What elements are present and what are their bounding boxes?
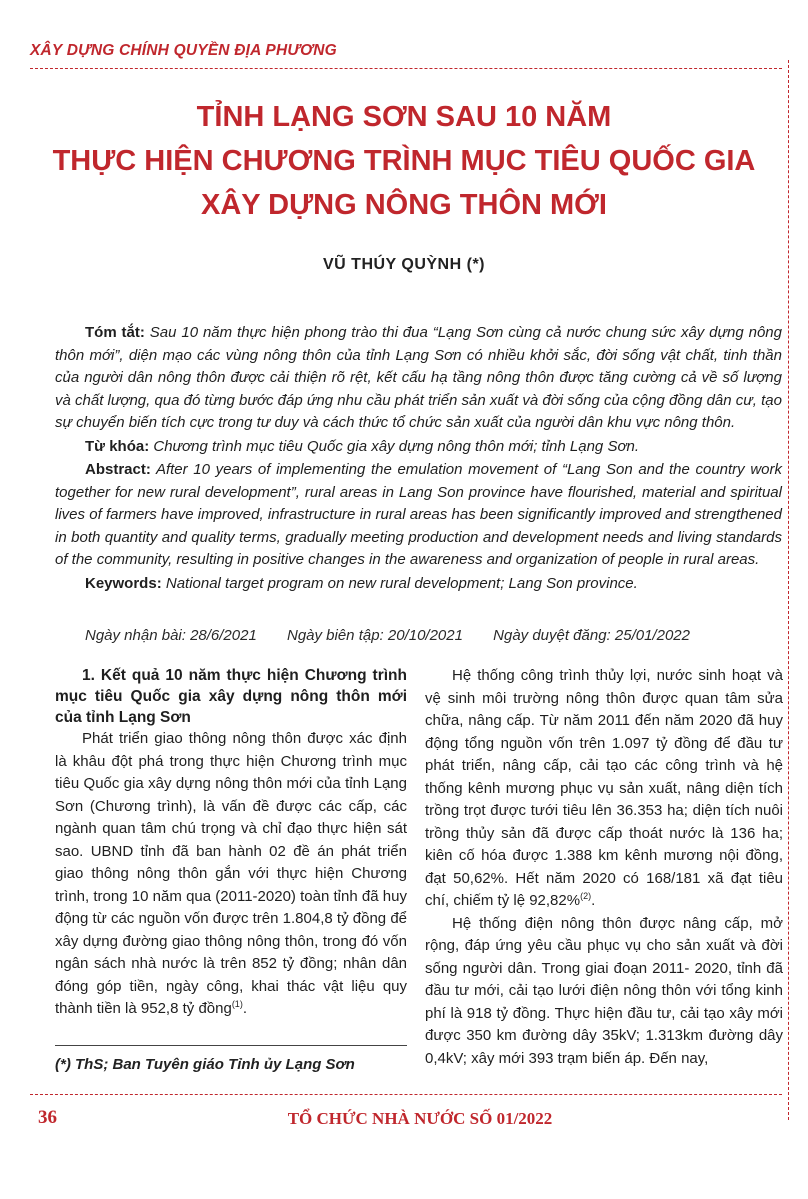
body-paragraph	[425, 913, 783, 1071]
footer-rule	[30, 1094, 782, 1096]
journal-title: TỔ CHỨC NHÀ NƯỚC SỐ 01/2022	[287, 1109, 553, 1128]
footnote-ref: (1)	[231, 999, 243, 1009]
footnote-rule	[55, 1045, 407, 1046]
body-paragraph	[425, 665, 783, 913]
abstract-en-label: Abstract:	[85, 461, 151, 478]
summary-text: Sau 10 năm thực hiện phong trào thi đua “Lạng Sơn cùng cả nước chung sức xây dựng nông thôn mới”, diện mạo các vùng nông thôn của tỉnh Lạng Sơn có nhiều khởi sắc, đời sống vật chất, tinh thần của người dân nông thôn được cải thiện rõ rệt, kết cấu hạ tầng nông thôn được tăng cường cả về số lượng và chất lượng, qua đó từng bước đáp ứng nhu cầu phát triển sản xuất và đời sống của cộng đồng dân cư, tạo sự chuyển biến tích cực trong tư duy và cách thức tổ chức sản xuất của người dân khu vực nông thôn.	[55, 324, 782, 431]
body-column-right	[425, 665, 783, 1070]
abstract-block	[55, 322, 782, 596]
summary-label: Tóm tắt:	[85, 324, 145, 341]
title-line-3: XÂY DỰNG NÔNG THÔN MỚI	[201, 189, 607, 221]
date-received: Ngày nhận bài: 28/6/2021	[85, 627, 257, 644]
header-rule	[30, 68, 782, 70]
keywords-vi-text: Chương trình mục tiêu Quốc gia xây dựng nông thôn mới; tỉnh Lạng Sơn.	[149, 437, 640, 455]
keywords-en-text: National target program on new rural development; Lang Son province.	[161, 574, 638, 592]
keywords-vi	[55, 436, 782, 459]
date-edited: Ngày biên tập: 20/10/2021	[286, 627, 463, 644]
title-line-2: THỰC HIỆN CHƯƠNG TRÌNH MỤC TIÊU QUỐC GIA	[52, 145, 756, 177]
date-approved: Ngày duyệt đăng: 25/01/2022	[493, 627, 690, 644]
article-dates	[85, 627, 785, 644]
abstract-en	[55, 459, 782, 572]
page-number: 36	[38, 1107, 57, 1128]
paragraph-text: Hệ thống điện nông thôn được nâng cấp, mở rộng, đáp ứng yêu cầu phục vụ cho sản xuất và đời sống người dân. Trong giai đoạn 2011- 2020, tỉnh đã đầu tư mới, cải tạo lưới điện nông thôn với tổng kinh phí là 918 tỷ đồng. Thực hiện đầu tư, cải tạo xây mới được 350 km đường dây 35kV; 1.313km đường dây 0,4kV; xây mới 393 trạm biến áp. Đến nay,	[425, 914, 783, 1067]
body-paragraph	[55, 728, 407, 1021]
footnote-ref: (2)	[580, 891, 592, 901]
summary-vi	[55, 322, 782, 435]
abstract-en-text: After 10 years of implementing the emulation movement of “Lang Son and the country work together for new rural development”, rural areas in Lang Son province have flourished, material and spiritual lives of farmers have improved, infrastructure in rural areas has been significantly improved and strengthened in both quantity and quality terms, gradually meeting production and development needs and living standards of the community, resulting in positive changes in the awareness and organization of people in rural areas.	[55, 461, 782, 568]
keywords-en	[55, 573, 782, 596]
title-line-1: TỈNH LẠNG SƠN SAU 10 NĂM	[196, 101, 612, 133]
paragraph-text: Hệ thống công trình thủy lợi, nước sinh hoạt và vệ sinh môi trường nông thôn được quan tâm sửa chữa, nâng cấp. Từ năm 2011 đến năm 2020 đã huy động tổng nguồn vốn trên 1.097 tỷ đồng để đầu tư phát triển, nâng cấp, cải tạo các công trình và hệ thống kênh mương phục vụ sản xuất, nâng diện tích trồng trọt được tưới tiêu lên 36.353 ha; diện tích nuôi trồng thủy sản đã được cấp thoát nước là 136 ha; kiên cố hóa được 1.388 km kênh mương nội đồng, đạt 50,62%. Hết năm 2020 có 168/181 xã đạt tiêu chí, chiếm tỷ lệ 92,82%	[425, 667, 783, 909]
paragraph-text: Phát triển giao thông nông thôn được xác định là khâu đột phá trong thực hiện Chương trình mục tiêu Quốc gia xây dựng nông thôn mới của tỉnh Lạng Sơn (Chương trình), là vấn đề được các cấp, các ngành quan tâm chú trọng và chỉ đạo thực hiện sát sao. UBND tỉnh đã ban hành 02 đề án phát triển giao thông nông thôn gắn với thực hiện Chương trình, trong 10 năm qua (2011-2020) toàn tỉnh đã huy động từ các nguồn vốn được trên 1.804,8 tỷ đồng để xây dựng đường giao thông nông thôn, trong đó vốn ngân sách nhà nước là trên 852 tỷ đồng; nhân dân đóng góp tiền, ngày công, khai thác vật liệu quy thành tiền là 952,8 tỷ đồng	[55, 730, 407, 1017]
section-heading: 1. Kết quả 10 năm thực hiện Chương trình mục tiêu Quốc gia xây dựng nông thôn mới của tỉnh Lạng Sơn	[55, 667, 407, 726]
article-title	[40, 95, 768, 227]
paragraph-end: .	[242, 1000, 247, 1017]
author: VŨ THÚY QUỲNH (*)	[323, 256, 485, 273]
right-margin-rule	[788, 60, 790, 1120]
body-column-left	[55, 665, 407, 1021]
author-footnote: (*) ThS; Ban Tuyên giáo Tỉnh ủy Lạng Sơn	[55, 1056, 355, 1073]
section-header: XÂY DỰNG CHÍNH QUYỀN ĐỊA PHƯƠNG	[30, 42, 337, 59]
keywords-en-label: Keywords:	[85, 574, 162, 592]
paragraph-end: .	[591, 892, 596, 909]
keywords-vi-label: Từ khóa:	[85, 437, 150, 455]
